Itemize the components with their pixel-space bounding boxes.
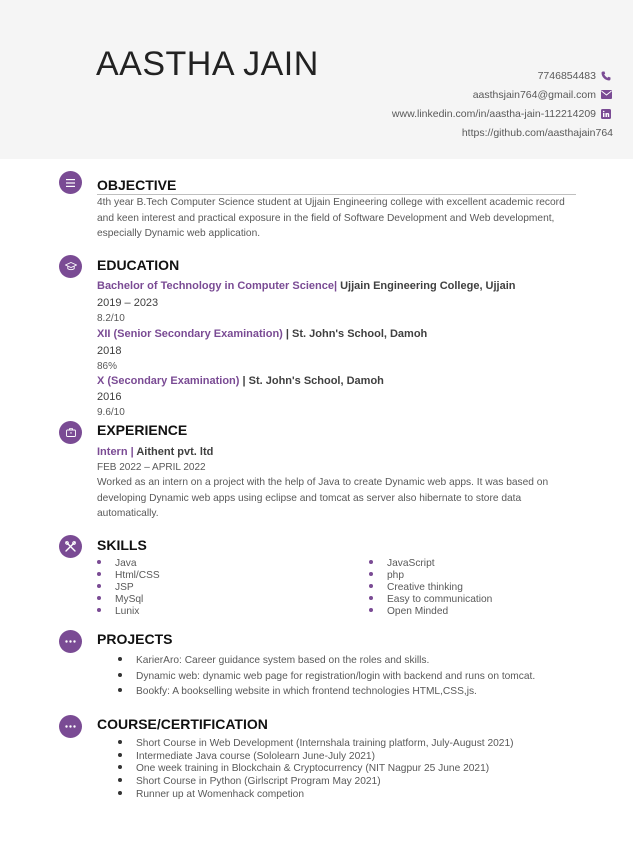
skill-item (369, 582, 463, 593)
phone-line (392, 66, 613, 85)
bullet (97, 572, 101, 576)
education-title: EDUCATION (97, 257, 180, 273)
resume-header (0, 0, 633, 159)
bullet (118, 791, 122, 795)
skill-label: Html/CSS (115, 570, 160, 581)
role: Intern (97, 446, 128, 458)
education-score: 8.2/10 (97, 313, 125, 324)
bullet (369, 596, 373, 600)
degree: Bachelor of Technology in Computer Science (97, 280, 334, 292)
bullet (97, 608, 101, 612)
bullet (118, 753, 122, 757)
contact-info (392, 66, 613, 142)
skill-item (97, 582, 134, 593)
education-years: 2018 (97, 345, 122, 357)
candidate-name: AASTHA JAIN (96, 45, 319, 83)
education-years: 2016 (97, 391, 122, 403)
course-label: Runner up at Womenhack competion (136, 789, 304, 800)
github-line (392, 123, 613, 142)
linkedin-line (392, 104, 613, 123)
course-label: Short Course in Python (Girlscript Program May 2021) (136, 776, 381, 787)
skill-item (369, 558, 435, 569)
project-item (118, 686, 477, 697)
linkedin-url[interactable]: www.linkedin.com/in/aastha-jain-112214209 (391, 107, 596, 120)
graduation-cap-icon (59, 255, 82, 278)
project-item (118, 671, 535, 682)
linkedin-icon (601, 109, 613, 119)
bullet (97, 560, 101, 564)
experience-description: Worked as an intern on a project with the help of Java to create Dynamic web apps. It was based on developing Dynamic web apps using eclipse and tomcat as server also hibernate to store data automatically. (97, 477, 549, 519)
course-label: One week training in Blockchain & Cryptocurrency (NIT Nagpur 25 June 2021) (136, 763, 490, 774)
skill-label: JSP (115, 582, 134, 593)
skill-label: Open Minded (387, 606, 449, 617)
email-line (392, 85, 613, 104)
education-entry-1-title (97, 280, 516, 292)
course-item (118, 763, 489, 774)
skill-label: Java (115, 558, 137, 569)
experience-dates: FEB 2022 – APRIL 2022 (97, 462, 206, 473)
project-label: Bookfy: A bookselling website in which frontend technologies HTML,CSS,js. (136, 686, 477, 697)
degree: X (Secondary Examination) (97, 375, 240, 387)
separator: | (285, 328, 289, 340)
skill-label: Creative thinking (387, 582, 463, 593)
project-label: Dynamic web: dynamic web page for registration/login with backend and runs on tomcat. (136, 671, 536, 682)
school: St. John's School, Damoh (248, 375, 384, 387)
skill-label: php (387, 570, 404, 581)
course-item (118, 738, 514, 749)
bullet (118, 688, 122, 692)
company: Aithent pvt. ltd (136, 446, 214, 458)
education-score: 9.6/10 (97, 407, 125, 418)
tools-icon (59, 535, 82, 558)
skill-label: Easy to communication (387, 594, 493, 605)
projects-title: PROJECTS (97, 631, 173, 647)
ellipsis-icon (59, 630, 82, 653)
skills-title: SKILLS (97, 537, 147, 553)
education-score: 86% (97, 361, 118, 372)
education-years: 2019 – 2023 (97, 297, 159, 309)
bullet (369, 560, 373, 564)
project-item (118, 655, 429, 666)
skill-label: MySql (115, 594, 144, 605)
objective-text: 4th year B.Tech Computer Science student at Ujjain Engineering college with excellent academic record and keen interest and practical exposure in the field of Software Development and Web development, especially Dynamic web application. (97, 197, 565, 239)
course-item (118, 789, 304, 800)
skill-item (97, 570, 160, 581)
envelope-icon (601, 90, 613, 99)
ellipsis-icon (59, 715, 82, 738)
bullet (97, 596, 101, 600)
bullet (369, 572, 373, 576)
project-label: KarierAro: Career guidance system based on the roles and skills. (136, 655, 430, 666)
experience-title: EXPERIENCE (97, 422, 188, 438)
course-label: Short Course in Web Development (Internshala training platform, July-August 2021) (136, 738, 514, 749)
bullet (118, 673, 122, 677)
bullet (369, 608, 373, 612)
courses-title: COURSE/CERTIFICATION (97, 716, 268, 732)
experience-entry-title (97, 446, 213, 458)
briefcase-icon (59, 421, 82, 444)
skill-item (369, 594, 492, 605)
skill-item (369, 570, 404, 581)
skill-item (369, 606, 448, 617)
bullet (118, 778, 122, 782)
github-url[interactable]: https://github.com/aasthajain764 (461, 126, 613, 139)
objective-title: OBJECTIVE (97, 177, 177, 193)
course-item (118, 776, 381, 787)
course-label: Intermediate Java course (Sololearn June-July 2021) (136, 751, 375, 762)
phone-number[interactable]: 7746854483 (537, 69, 596, 82)
school: Ujjain Engineering College, Ujjain (340, 280, 516, 292)
skill-label: Lunix (115, 606, 140, 617)
separator: | (333, 280, 338, 292)
education-entry-3-title (97, 375, 384, 387)
email-address[interactable]: aasthsjain764@gmail.com (472, 88, 596, 101)
education-entry-2-title (97, 328, 427, 340)
skill-label: JavaScript (387, 558, 435, 569)
degree: XII (Senior Secondary Examination) (97, 328, 283, 340)
course-item (118, 751, 375, 762)
phone-icon (601, 71, 613, 81)
skill-item (97, 606, 139, 617)
skill-item (97, 558, 137, 569)
separator: | (130, 446, 134, 458)
bullet (118, 657, 122, 661)
list-icon (59, 171, 82, 194)
bullet (369, 584, 373, 588)
bullet (97, 584, 101, 588)
bullet (118, 740, 122, 744)
school: St. John's School, Damoh (292, 328, 428, 340)
bullet (118, 765, 122, 769)
skill-item (97, 594, 143, 605)
separator: | (242, 375, 246, 387)
